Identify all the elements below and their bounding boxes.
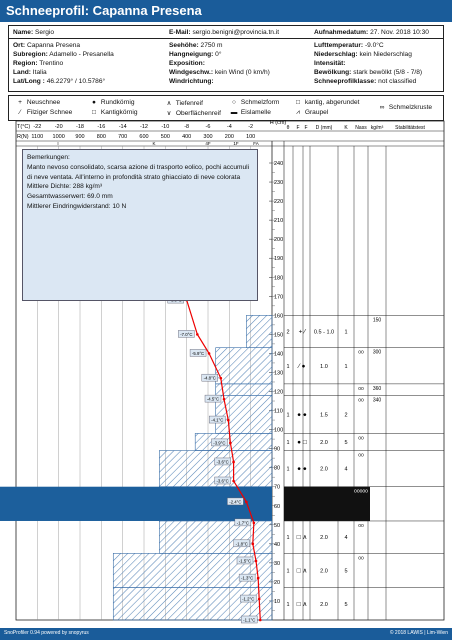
layer-theta: 1 bbox=[286, 363, 290, 370]
schmelzkruste-icon: ∞ bbox=[379, 104, 385, 111]
layer-theta: 1 bbox=[286, 466, 290, 473]
hardness-layer bbox=[113, 588, 272, 620]
temp-tick-label: -12 bbox=[140, 124, 148, 130]
height-tick-label: 200 bbox=[274, 237, 284, 244]
header-divider bbox=[9, 38, 443, 39]
temperature-point bbox=[252, 543, 255, 546]
temperature-label: -1.3°C bbox=[241, 575, 254, 581]
hand-tick-label: FA bbox=[253, 141, 259, 146]
ort-row bbox=[13, 42, 80, 49]
legend-item-neuschnee: + Neuschnee bbox=[15, 99, 60, 106]
layer-wetness: oo bbox=[358, 522, 364, 529]
hangneigung-label: Hangneigung: bbox=[169, 51, 214, 58]
height-tick-label: 120 bbox=[274, 389, 284, 396]
rn-tick-label: 600 bbox=[139, 134, 149, 140]
legend-item-tiefenreif: ∧ Tiefenreif bbox=[164, 99, 203, 107]
layer-grain-forms: □ ∧ bbox=[296, 534, 308, 542]
layer-wetness: oo bbox=[358, 397, 364, 404]
temp-tick-label: -10 bbox=[161, 124, 170, 130]
layer-grain-size: 2.0 bbox=[320, 601, 328, 608]
layer-wetness: oo bbox=[358, 349, 364, 356]
temp-tick-label: -8 bbox=[184, 124, 190, 130]
niederschlag-label: Niederschlag: bbox=[314, 51, 358, 58]
seehoehe-label: Seehöhe: bbox=[169, 42, 199, 49]
height-tick-label: 80 bbox=[274, 465, 281, 472]
footer-left: SnoProfiler 0.94 powered by snopyrus bbox=[4, 630, 89, 636]
rn-tick-label: 800 bbox=[96, 134, 106, 140]
layer-grain-size: 1.0 bbox=[320, 363, 328, 370]
legend-item-kantig-abgerundet: □ kantig, abgerundet bbox=[293, 99, 359, 106]
layer-density: 300 bbox=[372, 349, 382, 356]
temperature-label: -1.7°C bbox=[236, 520, 249, 526]
height-tick-label: 110 bbox=[274, 408, 283, 415]
lufttemp-label: Lufttemperatur: bbox=[314, 42, 364, 49]
windgeschw-value: kein Wind (0 km/h) bbox=[214, 69, 270, 76]
kantigkoernig-icon: □ bbox=[92, 109, 96, 116]
temperature-point bbox=[245, 501, 248, 504]
niederschlag-row bbox=[314, 51, 412, 58]
seehoehe-value: 2750 m bbox=[200, 42, 223, 49]
region-value: Trentino bbox=[39, 60, 64, 67]
hardness-layer bbox=[216, 384, 272, 395]
height-tick-label: 100 bbox=[274, 427, 284, 434]
remarks-box bbox=[22, 149, 258, 301]
temperature-label: -1.5°C bbox=[238, 558, 252, 564]
temperature-point bbox=[227, 419, 230, 422]
legend-item-eislamelle: ▬ Eislamelle bbox=[230, 109, 271, 116]
height-tick-label: 30 bbox=[274, 560, 281, 567]
footer bbox=[0, 628, 452, 640]
rn-tick-label: 200 bbox=[224, 134, 234, 140]
exposition-row bbox=[169, 60, 205, 67]
temperature-label: -4.8°C bbox=[203, 375, 216, 381]
temperature-point bbox=[220, 377, 223, 380]
layer-theta: 1 bbox=[286, 412, 290, 419]
hangneigung-value: 0° bbox=[215, 51, 222, 58]
temperature-label: -4.5°C bbox=[206, 396, 220, 402]
mean-density: Mittlere Dichte: 288 kg/m³ bbox=[27, 183, 103, 191]
subregion-value: Adamello - Presanella bbox=[49, 51, 114, 58]
page-title: Schneeprofil: Capanna Presena bbox=[6, 3, 202, 18]
land-value: Italia bbox=[32, 69, 47, 76]
layer-wetness: oo bbox=[358, 555, 364, 562]
temperature-point bbox=[258, 598, 261, 601]
height-tick-label: 210 bbox=[274, 218, 284, 225]
height-tick-label: 170 bbox=[274, 294, 284, 301]
bewoelkung-label: Bewölkung: bbox=[314, 69, 352, 76]
height-tick-label: 20 bbox=[274, 579, 281, 586]
layer-hardness-class: 2 bbox=[344, 412, 348, 419]
filziger-schnee-icon: ⁄ bbox=[19, 109, 21, 116]
latlong-label: Lat/Long : bbox=[13, 78, 45, 85]
layer-grain-forms: ● ● bbox=[297, 411, 307, 419]
height-tick-label: 160 bbox=[274, 313, 284, 320]
temperature-label: -7.0°C bbox=[180, 331, 193, 337]
email-value: sergio.benigni@provincia.tn.it bbox=[192, 29, 280, 36]
height-tick-label: 150 bbox=[274, 332, 284, 339]
height-tick-label: 10 bbox=[274, 598, 281, 605]
temperature-label: -1.1°C bbox=[243, 617, 256, 623]
rn-tick-label: 400 bbox=[182, 134, 192, 140]
layer-grain-size: 2.0 bbox=[320, 439, 328, 446]
height-tick-label: 130 bbox=[274, 370, 284, 377]
name-row bbox=[13, 29, 54, 36]
column-header-f: F bbox=[296, 125, 300, 131]
windgeschw-row bbox=[169, 69, 270, 76]
temperature-point bbox=[232, 461, 235, 464]
temperature-label: -2.4°C bbox=[229, 499, 242, 505]
temperature-label: -1.8°C bbox=[235, 541, 248, 547]
height-tick-label: 50 bbox=[274, 522, 281, 529]
profilklasse-label: Schneeprofilklasse: bbox=[314, 78, 377, 85]
rn-tick-label: 700 bbox=[118, 134, 128, 140]
hand-tick-label: K bbox=[152, 141, 156, 146]
layer-hardness-class: 1 bbox=[344, 329, 348, 336]
temperature-point bbox=[223, 398, 226, 401]
temp-tick-label: -18 bbox=[76, 124, 84, 130]
bewoelkung-row bbox=[314, 69, 422, 76]
layer-density: 340 bbox=[372, 397, 382, 404]
layer-grain-size: 2.0 bbox=[320, 568, 328, 575]
column-header-theta: θ bbox=[286, 125, 290, 131]
legend-item-graupel: ⩘ Graupel bbox=[293, 109, 328, 117]
height-tick-label: 230 bbox=[274, 180, 284, 187]
land-row bbox=[13, 69, 47, 76]
windrichtung-row bbox=[169, 78, 214, 85]
temperature-label: -1.2°C bbox=[242, 596, 255, 602]
height-tick-label: 220 bbox=[274, 199, 284, 206]
remarks-label: Bemerkungen: bbox=[27, 154, 70, 161]
hangneigung-row bbox=[169, 51, 221, 58]
layer-hardness-class: 5 bbox=[344, 568, 348, 575]
temp-axis-label: T(°C) bbox=[17, 124, 31, 130]
temperature-label: -3.6°C bbox=[216, 478, 229, 484]
temperature-point bbox=[208, 352, 211, 355]
header-info bbox=[8, 25, 444, 92]
column-header-f2: F bbox=[304, 125, 308, 131]
layer-grain-forms: + ⁄ bbox=[298, 328, 306, 336]
title-bar bbox=[0, 0, 452, 22]
hardness-layer bbox=[195, 433, 272, 450]
height-tick-label: 240 bbox=[274, 161, 284, 167]
rn-tick-label: 300 bbox=[203, 134, 213, 140]
tiefenreif-icon: ∧ bbox=[166, 100, 172, 107]
temp-tick-label: -6 bbox=[205, 124, 211, 130]
temperature-point bbox=[229, 442, 232, 445]
hardness-layer bbox=[216, 348, 272, 384]
date-row bbox=[314, 29, 429, 36]
lufttemp-value: -9.0°C bbox=[364, 42, 384, 49]
oberflaechenreif-icon: ∨ bbox=[166, 110, 172, 117]
windgeschw-label: Windgeschw.: bbox=[169, 69, 214, 76]
hardness-layer bbox=[246, 315, 272, 347]
remarks-text: Manto nevoso consolidato, scarsa azione di trasporto eolico, pochi accumuli di neve ventata. All'interno in profondità strato ghiacciato di neve colorata bbox=[27, 163, 250, 181]
temperature-point bbox=[255, 560, 258, 563]
layer-theta: 1 bbox=[286, 439, 290, 446]
temp-tick-label: -20 bbox=[54, 124, 63, 130]
height-tick-label: 140 bbox=[274, 351, 284, 358]
layer-theta: 1 bbox=[286, 568, 290, 575]
layer-grain-forms: ● □ bbox=[297, 438, 307, 446]
height-tick-label: 190 bbox=[274, 256, 284, 263]
rn-tick-label: 500 bbox=[160, 134, 170, 140]
hand-tick-label: 1F bbox=[233, 141, 239, 146]
name-label: Name: bbox=[13, 29, 34, 36]
rn-tick-label: 900 bbox=[75, 134, 85, 140]
total-water-value: Gesamtwasserwert: 69.0 mm bbox=[27, 193, 113, 201]
layer-wetness: oo bbox=[358, 435, 364, 442]
temp-tick-label: -14 bbox=[118, 124, 127, 130]
name-value: Sergio bbox=[35, 29, 55, 36]
temperature-point bbox=[259, 619, 262, 622]
layer-wetness: oo bbox=[358, 452, 364, 459]
hand-tick-label: I bbox=[57, 141, 59, 146]
temp-tick-label: -4 bbox=[226, 124, 232, 130]
lufttemp-row bbox=[314, 42, 384, 49]
column-header-k: K bbox=[344, 125, 348, 131]
height-axis-label: H (cm) bbox=[269, 120, 287, 126]
rn-tick-label: 1100 bbox=[31, 134, 44, 140]
column-header-d: D (mm) bbox=[315, 125, 333, 131]
hand-tick-label: 4F bbox=[205, 141, 211, 146]
subregion-row bbox=[13, 51, 114, 58]
niederschlag-value: kein Niederschlag bbox=[359, 51, 412, 58]
region-row bbox=[13, 60, 63, 67]
layer-wetness: oo bbox=[358, 385, 364, 392]
seehoehe-row bbox=[169, 42, 223, 49]
date-label: Aufnahmedatum: bbox=[314, 29, 369, 36]
layer-grain-forms: □ ∧ bbox=[296, 567, 308, 575]
temperature-label: -3.6°C bbox=[216, 459, 229, 465]
hardness-layer bbox=[159, 521, 272, 553]
mean-resistance: Mittlerer Eindringwiderstand: 10 N bbox=[27, 202, 127, 210]
layer-theta: 1 bbox=[286, 601, 290, 608]
windrichtung-label: Windrichtung: bbox=[169, 78, 214, 85]
layer-theta: 2 bbox=[286, 329, 290, 336]
layer-wetness: ooooo bbox=[354, 488, 368, 495]
column-header-rho: kg/m³ bbox=[370, 125, 384, 131]
layer-hardness-class: 4 bbox=[344, 535, 348, 542]
temperature-point bbox=[232, 480, 235, 483]
intensitaet-row bbox=[314, 60, 346, 67]
temperature-point bbox=[253, 522, 256, 525]
exposition-label: Exposition: bbox=[169, 60, 205, 67]
footer-right: © 2018 LAWIS | Lim-Wien bbox=[389, 630, 448, 636]
height-tick-label: 180 bbox=[274, 275, 284, 282]
legend-item-oberflaechenreif: ∨ Oberflächenreif bbox=[164, 109, 221, 117]
temperature-label: -5.9°C bbox=[191, 350, 205, 356]
kantig-abgerundet-icon: □ bbox=[296, 99, 300, 106]
rundkoernig-icon: ● bbox=[92, 99, 96, 106]
layer-hardness-class: 5 bbox=[344, 601, 348, 608]
latlong-value: 46.2279° / 10.5786° bbox=[46, 78, 106, 85]
intensitaet-label: Intensität: bbox=[314, 60, 346, 67]
layer-grain-forms: □ ∧ bbox=[296, 600, 308, 608]
subregion-label: Subregion: bbox=[13, 51, 48, 58]
legend-item-schmelzform: ○ Schmelzform bbox=[229, 99, 279, 106]
legend-item-filziger-schnee: ⁄ Filziger Schnee bbox=[15, 109, 72, 116]
layer-theta: 1 bbox=[286, 535, 290, 542]
ort-label: Ort: bbox=[13, 42, 26, 49]
temp-tick-label: -22 bbox=[33, 124, 42, 130]
layer-grain-size: 2.0 bbox=[320, 535, 328, 542]
temperature-label: -4.1°C bbox=[211, 417, 224, 423]
layer-hardness-class: 1 bbox=[344, 363, 348, 370]
column-header-nass: Nass bbox=[355, 125, 367, 131]
height-tick-label: 60 bbox=[274, 503, 281, 510]
schmelzform-icon: ○ bbox=[232, 99, 236, 106]
rn-axis-label: R(N) bbox=[17, 134, 29, 140]
layer-density: 150 bbox=[372, 317, 382, 324]
rn-tick-label: 1000 bbox=[52, 134, 65, 140]
layer-hardness-class: 5 bbox=[344, 439, 348, 446]
date-value: 27. Nov. 2018 10:30 bbox=[370, 29, 429, 36]
layer-grain-size: 0.5 - 1.0 bbox=[313, 329, 335, 336]
bewoelkung-value: stark bewölkt (5/8 - 7/8) bbox=[353, 69, 423, 76]
height-tick-label: 40 bbox=[274, 541, 281, 548]
legend-item-schmelzkruste: ∞ Schmelzkruste bbox=[377, 104, 432, 111]
layer-grain-forms: ⁄ ● bbox=[298, 362, 306, 370]
layer-grain-forms: ● ● bbox=[297, 465, 307, 473]
latlong-row bbox=[13, 78, 105, 85]
temp-tick-label: -16 bbox=[97, 124, 106, 130]
graupel-icon: ⩘ bbox=[296, 109, 300, 116]
region-label: Region: bbox=[13, 60, 38, 67]
layer-density: 360 bbox=[372, 385, 382, 392]
neuschnee-icon: + bbox=[18, 99, 22, 106]
eislamelle-icon: ▬ bbox=[230, 109, 238, 116]
rn-tick-label: 100 bbox=[246, 134, 256, 140]
email-row bbox=[169, 29, 279, 36]
height-tick-label: 90 bbox=[274, 446, 281, 453]
ort-value: Capanna Presena bbox=[26, 42, 81, 49]
layer-grain-size: 1.5 bbox=[320, 412, 328, 419]
layer-hardness-class: 4 bbox=[344, 466, 348, 473]
temperature-point bbox=[257, 577, 260, 580]
column-header-stab: Stabilitätstest bbox=[395, 125, 425, 131]
land-label: Land: bbox=[13, 69, 31, 76]
temperature-point bbox=[196, 333, 199, 336]
layer-grain-size: 2.0 bbox=[320, 466, 328, 473]
profilklasse-value: not classified bbox=[378, 78, 417, 85]
profilklasse-row bbox=[314, 78, 416, 85]
legend-item-kantigkoernig: □ Kantigkörnig bbox=[89, 109, 138, 116]
legend-item-rundkoernig: ● Rundkörnig bbox=[89, 99, 135, 106]
height-tick-label: 70 bbox=[274, 484, 281, 491]
temperature-label: -3.9°C bbox=[213, 440, 226, 446]
email-label: E-Mail: bbox=[169, 29, 191, 36]
temp-tick-label: -2 bbox=[248, 124, 254, 130]
